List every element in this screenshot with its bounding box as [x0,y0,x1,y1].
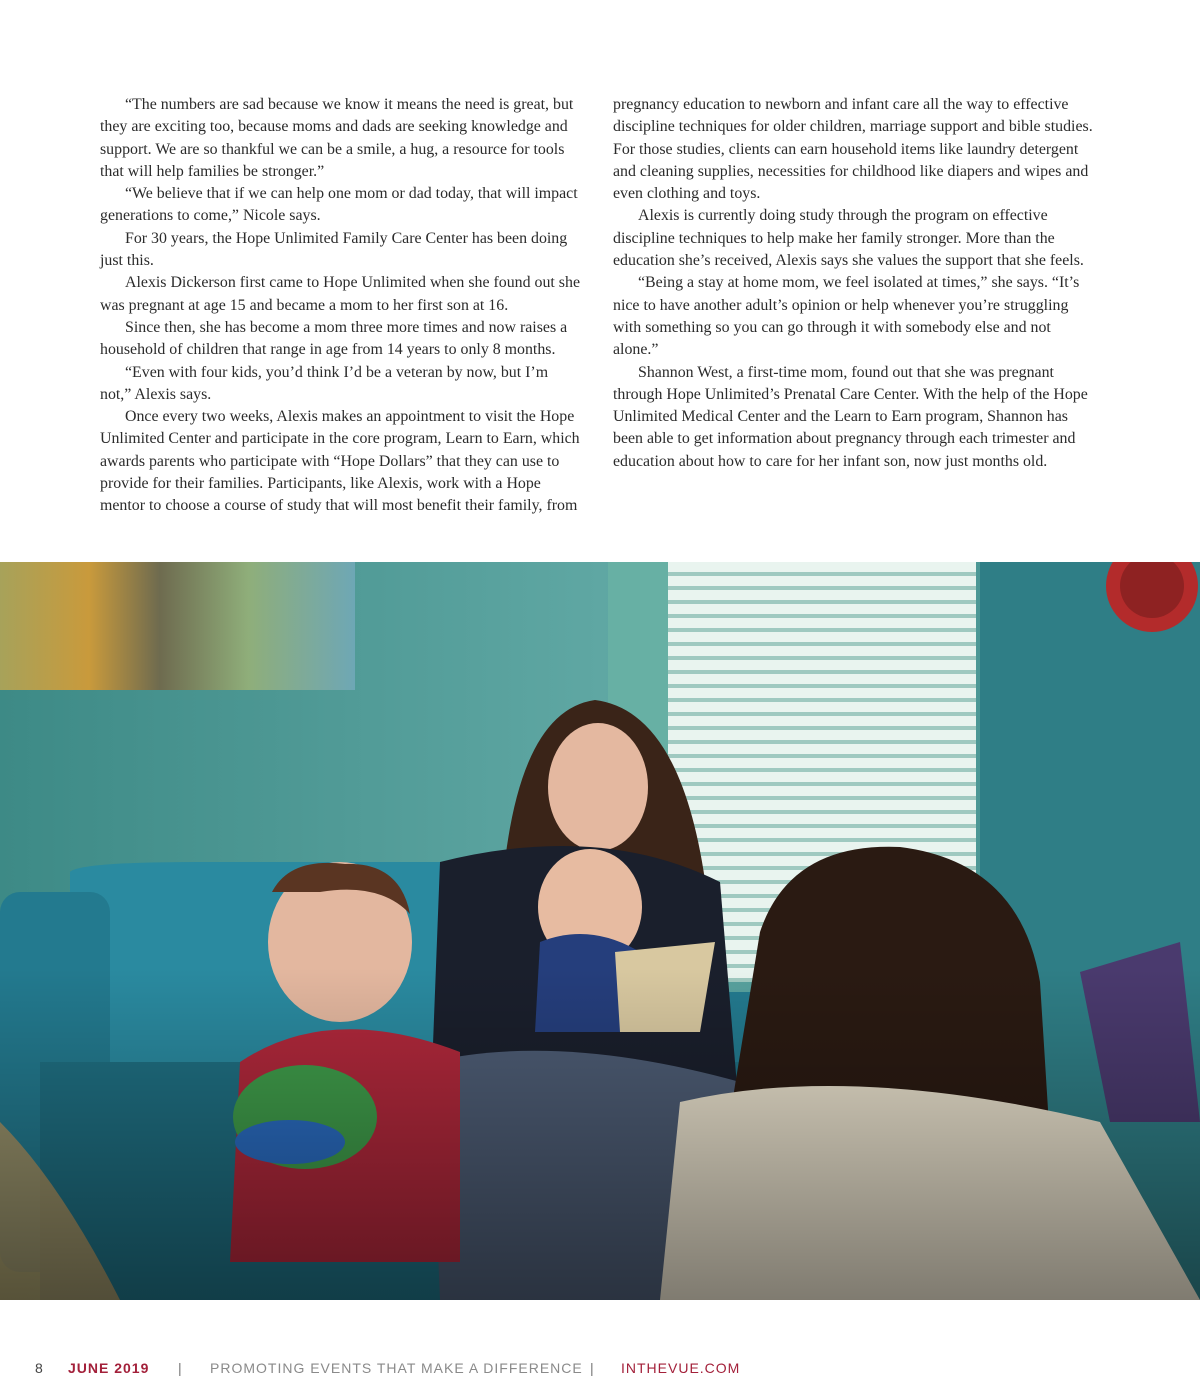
article-paragraph: Since then, she has become a mom three more times and now raises a household of children that range in age from 14 years to only 8 months. [100,318,568,359]
article-paragraph: Alexis Dickerson first came to Hope Unlimited when she found out she was pregnant at age 15 and became a mom to her first son at 16. [100,274,580,314]
page-number: 8 [35,1360,44,1376]
article-paragraph: “Even with four kids, you’d think I’d be a veteran by now, but I’m not,” Alexis says. [100,363,549,403]
photo-illustration [0,562,1200,1300]
article-column-left [100,94,583,518]
page-footer [0,1357,1200,1381]
article-body [100,94,1096,518]
issue-date: JUNE 2019 [68,1360,150,1376]
article-paragraph: For 30 years, the Hope Unlimited Family Care Center has been doing just this. [100,229,568,270]
article-paragraph: “The numbers are sad because we know it means the need is great, but they are exciting too, because moms and dads are seeking knowledge and support. We are so thankful we can be a smile, a hug, a resource for tools that will help families be stronger.” [100,96,574,180]
article-paragraph: Shannon West, a first-time mom, found out that she was pregnant through Hope Unlimited’s Prenatal Care Center. With the help of the Hope Unlimited Medical Center and the Learn to Earn program, Shannon has been able to get information about pregnancy through each trimester and education about how to care for her infant son, now just months old. [613,363,1088,470]
article-paragraph: Once every two weeks, Alexis makes an appointment to visit the Hope Unlimited Center and participate in the core program, Learn to Earn, which awards parents who participate with “Hope Dollars” that they can use to provide for their families. Participants, like Alexis, work with a Hope mentor to choose a course of study that will most benefit their family, from [100,408,580,515]
footer-tagline: PROMOTING EVENTS THAT MAKE A DIFFERENCE [210,1360,583,1376]
article-paragraph: “We believe that if we can help one mom or dad today, that will impact generations to come,” Nicole says. [100,185,578,225]
website-link[interactable]: INTHEVUE.COM [621,1360,741,1376]
footer-separator: | [178,1360,183,1376]
article-paragraph-continued: pregnancy education to newborn and infant care all the way to effective discipline techniques for older children, marriage support and bible studies. For those studies, clients can earn household items like laundry detergent and cleaning supplies, necessities for childhood like diapers and wipes and even clothing and toys. [613,96,1093,203]
article-photo [0,562,1200,1300]
article-paragraph: “Being a stay at home mom, we feel isolated at times,” she says. “It’s nice to have another adult’s opinion or help whenever you’re struggling with something so you can go through it with somebody else and not alone.” [613,274,1080,359]
footer-separator: | [590,1360,595,1376]
photo-shadow-overlay [0,562,1200,1300]
article-paragraph: Alexis is currently doing study through the program on effective discipline techniques to help make her family stronger. More than the education she’s received, Alexis says she values the support that she feels. [613,207,1084,270]
article-column-right [613,94,1096,518]
